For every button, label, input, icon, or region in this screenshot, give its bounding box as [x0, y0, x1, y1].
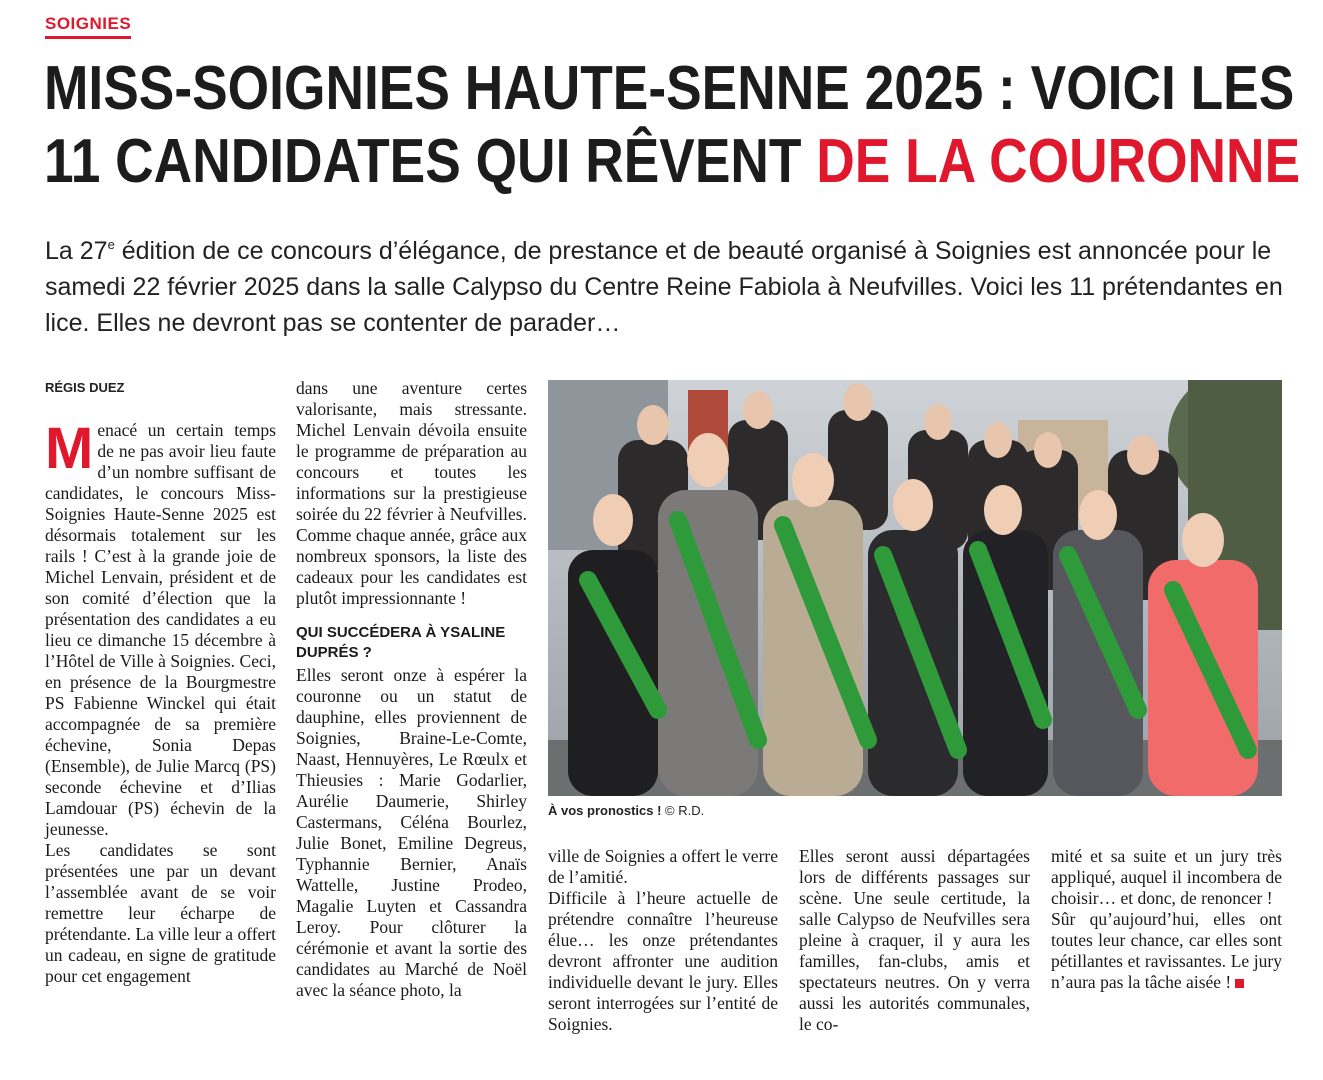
column-2-paragraph-1: dans une aventure certes valorisante, mais stressante. Michel Lenvain dévoila ensuite le programme de préparation au concours et toutes les informations sur la prestigieuse soirée du 22 février à Neufvilles. Comme chaque année, grâce aux nombreux sponsors, la liste des cadeaux pour les candidates est plutôt impressionnante !: [296, 378, 527, 608]
group-photo: [548, 380, 1282, 796]
lead-start: La 27: [45, 237, 108, 265]
column-1-text-1: enacé un certain temps de ne pas avoir lieu faute d’un nombre suffisant de candidates, le concours Miss-Soignies Haute-Senne 2025 est désormais totalement sur les rails ! C’est à la grande joie de Michel Lenvain, président et de son comité d’élection que la présentation des candidates a eu lieu ce dimanche 15 décembre à l’Hôtel de Ville à Soignies. Ceci, en présence de la Bourgmestre PS Fabienne Winckel qui était accompagnée de sa première échevine, Sonia Depas (Ensemble), de Julie Marcq (PS) seconde échevine et d’Ilias Lamdouar (PS) échevin de la jeunesse.: [45, 420, 276, 839]
column-3-paragraph-1: ville de Soignies a offert le verre de l’amitié.: [548, 846, 778, 887]
column-5-paragraph-2: [1051, 909, 1282, 993]
column-2-paragraph-2: Elles seront onze à espérer la couronne ou un statut de dauphine, elles proviennent de Soignies, Braine-Le-Comte, Naast, Hennuyères, Le Rœulx et Thieusies : Marie Godarlier, Aurélie Daumerie, Shirley Castermans, Céléna Bourlez, Julie Bonet, Emiline Degreus, Typhannie Bernier, Anaïs Wattelle, Justine Prodeo, Magalie Luyten et Cassandra Leroy. Pour clôturer la cérémonie et avant la sortie des candidates au Marché de Noël avec la séance photo, la: [296, 665, 527, 1000]
section-subheading: QUI SUCCÉDERA À YSALINE DUPRÉS ?: [296, 624, 506, 661]
lead-rest: édition de ce concours d’élégance, de prestance et de beauté organisé à Soignies est annoncée pour le samedi 22 février 2025 dans la salle Calypso du Centre Reine Fabiola à Neufvilles. Voici les 11 prétendantes en lice. Elles ne devront pas se contenter de parader…: [45, 237, 1283, 337]
article-column-2: [296, 378, 527, 1001]
caption-title: À vos pronostics !: [548, 803, 662, 818]
article-column-4: [799, 846, 1030, 1035]
article-column-1: [45, 416, 276, 987]
lead-superscript: e: [107, 237, 115, 252]
photo-caption: [548, 803, 704, 818]
end-of-article-square-icon: [1235, 979, 1244, 988]
column-4-paragraph-1: Elles seront aussi départagées lors de différents passages sur scène. Une seule certitude, la salle Calypso de Neufvilles sera pleine à craquer, il y aura les familles, fan-clubs, amis et spectateurs neutres. On y verra aussi les autorités communales, le co-: [799, 846, 1030, 1034]
headline-line-2: [44, 125, 1301, 198]
column-3-paragraph-2: Difficile à l’heure actuelle de prétendre connaître l’heureuse élue… les onze prétendantes devront affronter une audition individuelle devant le jury. Elles seront interrogées sur l’entité de Soignies.: [548, 888, 778, 1034]
lead-paragraph: [45, 227, 1285, 341]
headline-line-1: MISS-SOIGNIES HAUTE-SENNE 2025 : VOICI LES: [44, 54, 1295, 123]
drop-cap: M: [45, 416, 94, 481]
headline-line-2-dark: 11 CANDIDATES QUI RÊVENT: [44, 127, 817, 196]
column-1-paragraph-1: [45, 416, 276, 840]
caption-credit: © R.D.: [661, 803, 705, 818]
headline-line-2-red: DE LA COURONNE: [816, 127, 1301, 196]
group-photo-illustration: [548, 380, 1282, 796]
article-column-3: [548, 846, 778, 1035]
column-1-paragraph-2: Les candidates se sont présentées une par un devant l’assemblée avant de se voir remettre leur écharpe de prétendante. La ville leur a offert un cadeau, en signe de gratitude pour cet engagement: [45, 840, 276, 986]
article-column-5: [1051, 846, 1282, 993]
headline: [44, 52, 1301, 198]
author-byline: RÉGIS DUEZ: [45, 380, 125, 395]
column-5-paragraph-1: mité et sa suite et un jury très appliqué, auquel il incombera de choisir… et donc, de renoncer !: [1051, 846, 1282, 908]
column-5-text-2: Sûr qu’aujourd’hui, elles ont toutes leur chance, car elles sont pétillantes et ravissantes. Le jury n’aura pas la tâche aisée !: [1051, 909, 1282, 992]
section-label: SOIGNIES: [45, 14, 131, 39]
